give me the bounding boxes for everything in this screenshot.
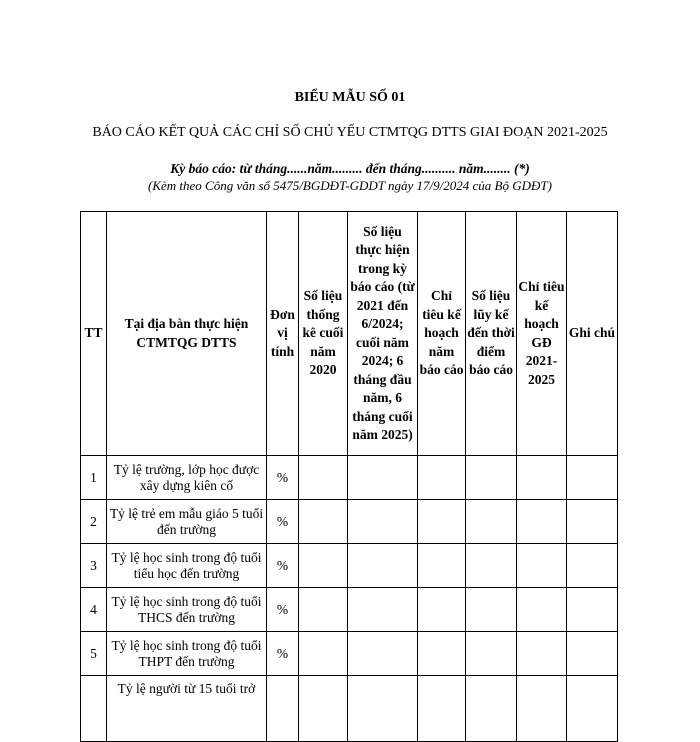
report-title: BÁO CÁO KẾT QUẢ CÁC CHỈ SỐ CHỦ YẾU CTMTQG DTTS GIAI ĐOẠN 2021-2025 — [92, 125, 608, 140]
indicator-cell: Tỷ lệ trường, lớp học được xây dựng kiên cố — [107, 456, 267, 500]
table-row — [81, 676, 618, 742]
indicator-cell: Tỷ lệ người từ 15 tuổi trở — [107, 676, 267, 742]
col-header-notes: Ghi chú — [567, 212, 618, 456]
phase-target-cell[interactable] — [517, 676, 567, 742]
row-number: 5 — [81, 632, 107, 676]
row-number — [81, 676, 107, 742]
cumulative-cell[interactable] — [466, 544, 517, 588]
cumulative-cell[interactable] — [466, 500, 517, 544]
unit-cell: % — [267, 500, 299, 544]
col-header-cumulative: Số liệu lũy kế đến thời điểm báo cáo — [466, 212, 517, 456]
indicator-cell: Tỷ lệ học sinh trong độ tuổi THPT đến trường — [107, 632, 267, 676]
col-header-annual-target: Chỉ tiêu kế hoạch năm báo cáo — [418, 212, 466, 456]
actual-cell[interactable] — [348, 456, 418, 500]
annual-target-cell[interactable] — [418, 632, 466, 676]
notes-cell[interactable] — [567, 500, 618, 544]
table-row — [81, 500, 618, 544]
cumulative-cell[interactable] — [466, 632, 517, 676]
row-number: 4 — [81, 588, 107, 632]
indicator-cell: Tỷ lệ trẻ em mẫu giáo 5 tuổi đến trường — [107, 500, 267, 544]
actual-cell[interactable] — [348, 500, 418, 544]
unit-cell: % — [267, 544, 299, 588]
baseline-cell[interactable] — [299, 500, 348, 544]
actual-cell[interactable] — [348, 632, 418, 676]
reference-note: (Kèm theo Công văn số 5475/BGDĐT-GDDT ngày 17/9/2024 của Bộ GDĐT) — [148, 178, 552, 193]
phase-target-cell[interactable] — [517, 456, 567, 500]
actual-cell[interactable] — [348, 544, 418, 588]
phase-target-cell[interactable] — [517, 500, 567, 544]
table-row — [81, 544, 618, 588]
table-row — [81, 632, 618, 676]
col-header-unit: Đơn vị tính — [267, 212, 299, 456]
table-row — [81, 588, 618, 632]
row-number: 1 — [81, 456, 107, 500]
annual-target-cell[interactable] — [418, 676, 466, 742]
cumulative-cell[interactable] — [466, 456, 517, 500]
annual-target-cell[interactable] — [418, 456, 466, 500]
baseline-cell[interactable] — [299, 676, 348, 742]
table-header-row — [81, 212, 618, 456]
baseline-cell[interactable] — [299, 456, 348, 500]
baseline-cell[interactable] — [299, 544, 348, 588]
notes-cell[interactable] — [567, 456, 618, 500]
col-header-indicator: Tại địa bàn thực hiện CTMTQG DTTS — [107, 212, 267, 456]
phase-target-cell[interactable] — [517, 632, 567, 676]
unit-cell: % — [267, 632, 299, 676]
report-period: Kỳ báo cáo: từ tháng......năm......... đến tháng.......... năm........ (*) — [170, 161, 530, 176]
report-table — [80, 211, 618, 742]
unit-cell: % — [267, 456, 299, 500]
notes-cell[interactable] — [567, 588, 618, 632]
cumulative-cell[interactable] — [466, 676, 517, 742]
annual-target-cell[interactable] — [418, 544, 466, 588]
row-number: 3 — [81, 544, 107, 588]
baseline-cell[interactable] — [299, 632, 348, 676]
col-header-phase-target: Chỉ tiêu kế hoạch GĐ 2021-2025 — [517, 212, 567, 456]
actual-cell[interactable] — [348, 588, 418, 632]
col-header-tt: TT — [81, 212, 107, 456]
annual-target-cell[interactable] — [418, 500, 466, 544]
col-header-actual-period: Số liệu thực hiện trong kỳ báo cáo (từ 2021 đến 6/2024; cuối năm 2024; 6 tháng đầu năm, 6 tháng cuối năm 2025) — [348, 212, 418, 456]
notes-cell[interactable] — [567, 544, 618, 588]
table-row — [81, 456, 618, 500]
actual-cell[interactable] — [348, 676, 418, 742]
phase-target-cell[interactable] — [517, 588, 567, 632]
row-number: 2 — [81, 500, 107, 544]
col-header-baseline-2020: Số liệu thống kê cuối năm 2020 — [299, 212, 348, 456]
notes-cell[interactable] — [567, 632, 618, 676]
notes-cell[interactable] — [567, 676, 618, 742]
annual-target-cell[interactable] — [418, 588, 466, 632]
unit-cell — [267, 676, 299, 742]
phase-target-cell[interactable] — [517, 544, 567, 588]
indicator-cell: Tỷ lệ học sinh trong độ tuổi tiểu học đến trường — [107, 544, 267, 588]
cumulative-cell[interactable] — [466, 588, 517, 632]
indicator-cell: Tỷ lệ học sinh trong độ tuổi THCS đến trường — [107, 588, 267, 632]
baseline-cell[interactable] — [299, 588, 348, 632]
unit-cell: % — [267, 588, 299, 632]
form-number: BIỂU MẪU SỐ 01 — [294, 90, 406, 105]
